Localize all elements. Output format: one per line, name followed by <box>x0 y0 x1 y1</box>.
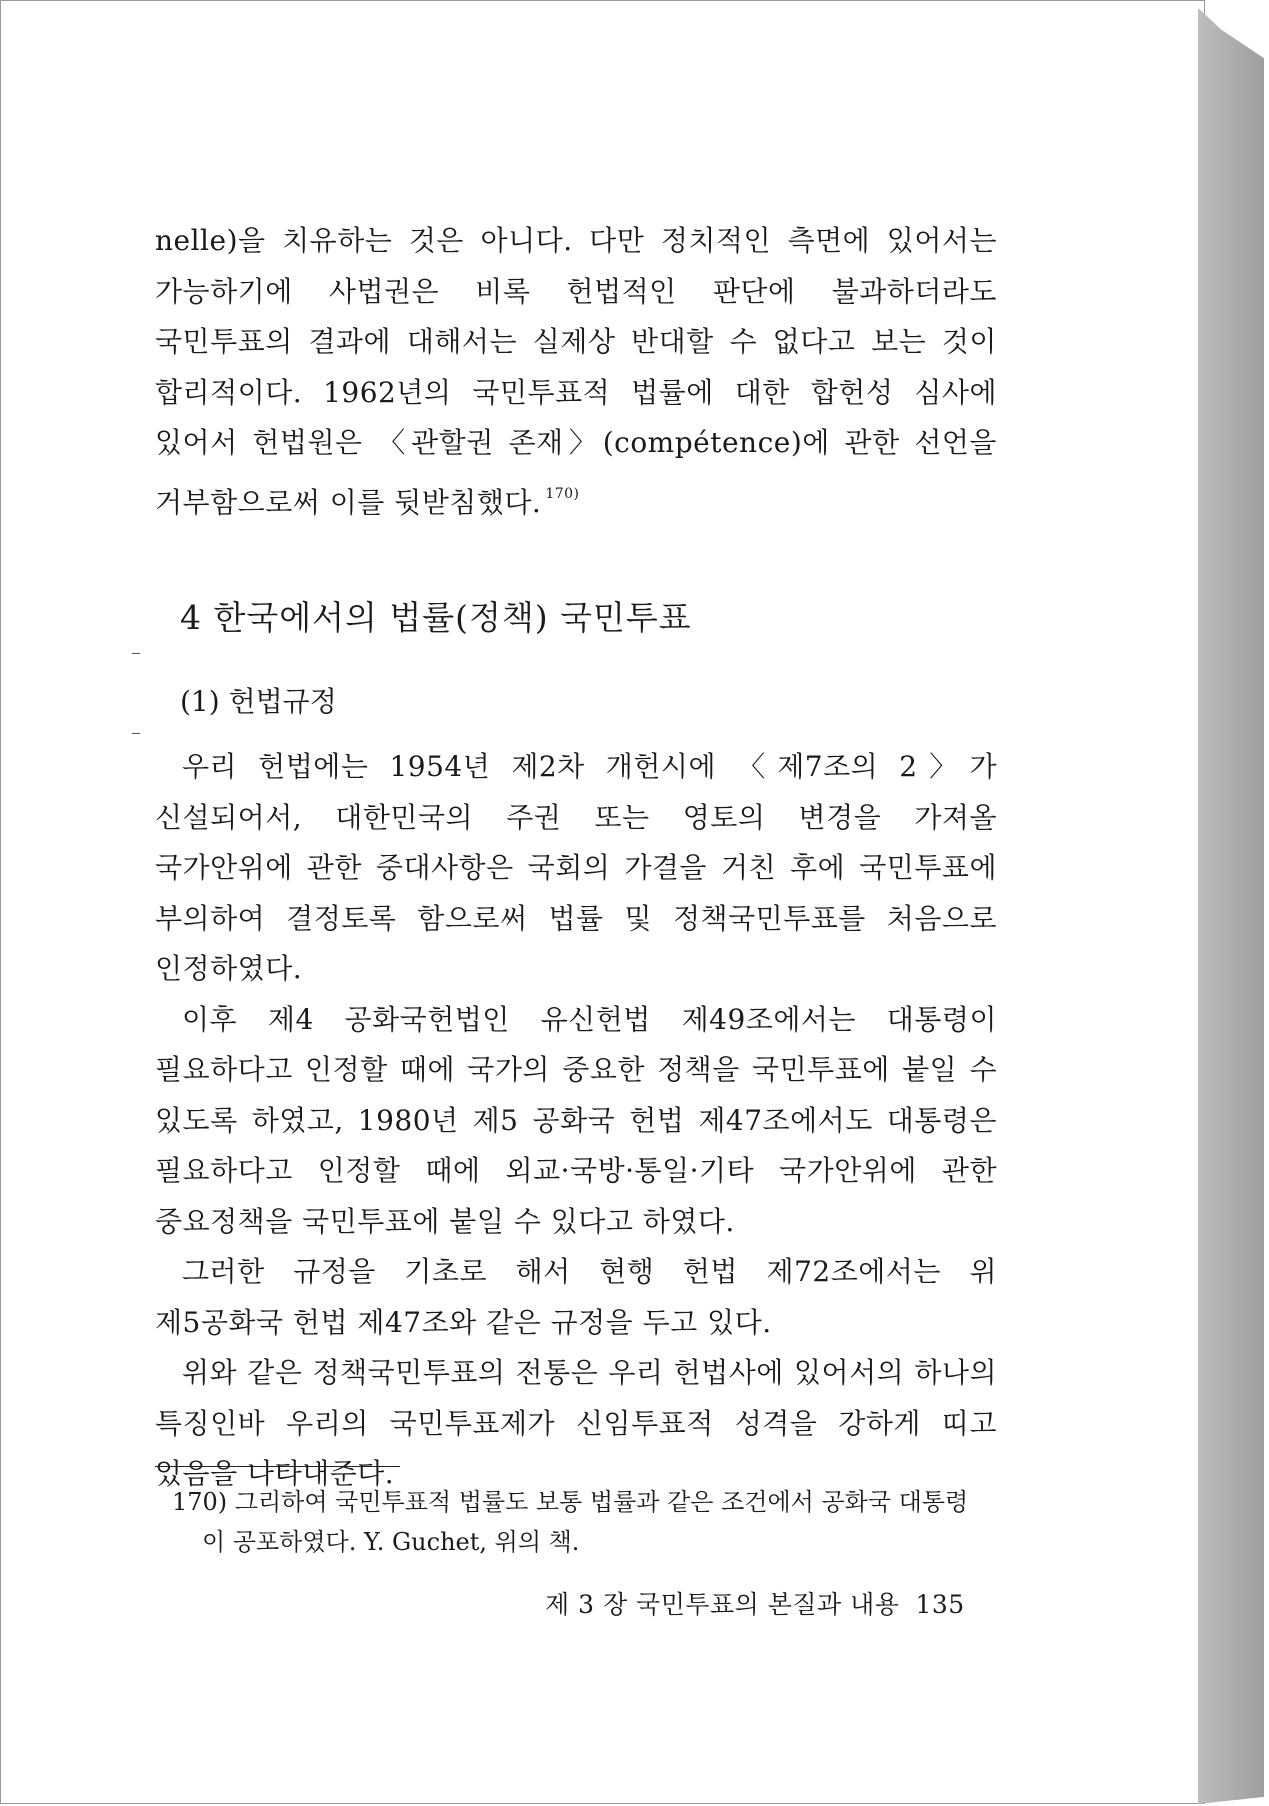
body-paragraph: 그러한 규정을 기초로 해서 현행 헌법 제72조에서는 위 제5공화국 헌법 제47조와 같은 규정을 두고 있다. <box>155 1255 997 1339</box>
section-heading: 4 한국에서의 법률(정책) 국민투표 <box>180 598 692 637</box>
footnote-reference: 170) <box>545 485 580 502</box>
body-text <box>155 742 997 1500</box>
intro-paragraph-text: nelle)을 치유하는 것은 아니다. 다만 정치적인 측면에 있어서는 가능하기에 사법권은 비록 헌법적인 판단에 불과하더라도 국민투표의 결과에 대해서는 실제상 반대할 수 없다고 보는 것이 합리적이다. 1962년의 국민투표적 법률에 대한 합헌성 심사에 있어서 헌법원은 〈관할권 존재〉(compétence)에 관한 선언을 거부함으로써 이를 뒷받침했다. <box>155 224 997 519</box>
footnote-line-2: 이 공포하였다. Y. Guchet, 위의 책. <box>202 1528 580 1556</box>
footnote-line-1: 그리하여 국민투표적 법률도 보통 법률과 같은 조건에서 공화국 대통령 <box>234 1488 969 1516</box>
body-paragraph: 위와 같은 정책국민투표의 전통은 우리 헌법사에 있어서의 하나의 특징인바 우리의 국민투표제가 신임투표적 성격을 강하게 띠고 있음을 나타내준다. <box>155 1356 997 1490</box>
scan-speck <box>132 653 140 654</box>
intro-paragraph <box>155 216 997 528</box>
footnote-divider <box>155 1466 400 1467</box>
body-paragraph: 우리 헌법에는 1954년 제2차 개헌시에 〈제7조의 2〉가 신설되어서, 대한민국의 주권 또는 영토의 변경을 가져올 국가안위에 관한 중대사항은 국회의 가결을 거친 후에 국민투표에 부의하여 결정토록 함으로써 법률 및 정책국민투표를 처음으로 인정하였다. <box>155 750 997 985</box>
chapter-title: 제 3 장 국민투표의 본질과 내용 <box>545 1590 900 1619</box>
page-stack-edge <box>1198 8 1264 1804</box>
page-number: 135 <box>915 1590 965 1619</box>
sub-heading: (1) 헌법규정 <box>180 685 337 718</box>
footnote-number: 170) <box>172 1488 228 1516</box>
running-footer <box>545 1585 965 1621</box>
scan-speck <box>132 733 140 734</box>
body-paragraph: 이후 제4 공화국헌법인 유신헌법 제49조에서는 대통령이 필요하다고 인정할 때에 국가의 중요한 정책을 국민투표에 붙일 수 있도록 하였고, 1980년 제5 공화국 헌법 제47조에서도 대통령은 필요하다고 인정할 때에 외교·국방·통일·기타 국가안위에 관한 중요정책을 국민투표에 붙일 수 있다고 하였다. <box>155 1002 997 1238</box>
footnote <box>172 1482 1002 1562</box>
